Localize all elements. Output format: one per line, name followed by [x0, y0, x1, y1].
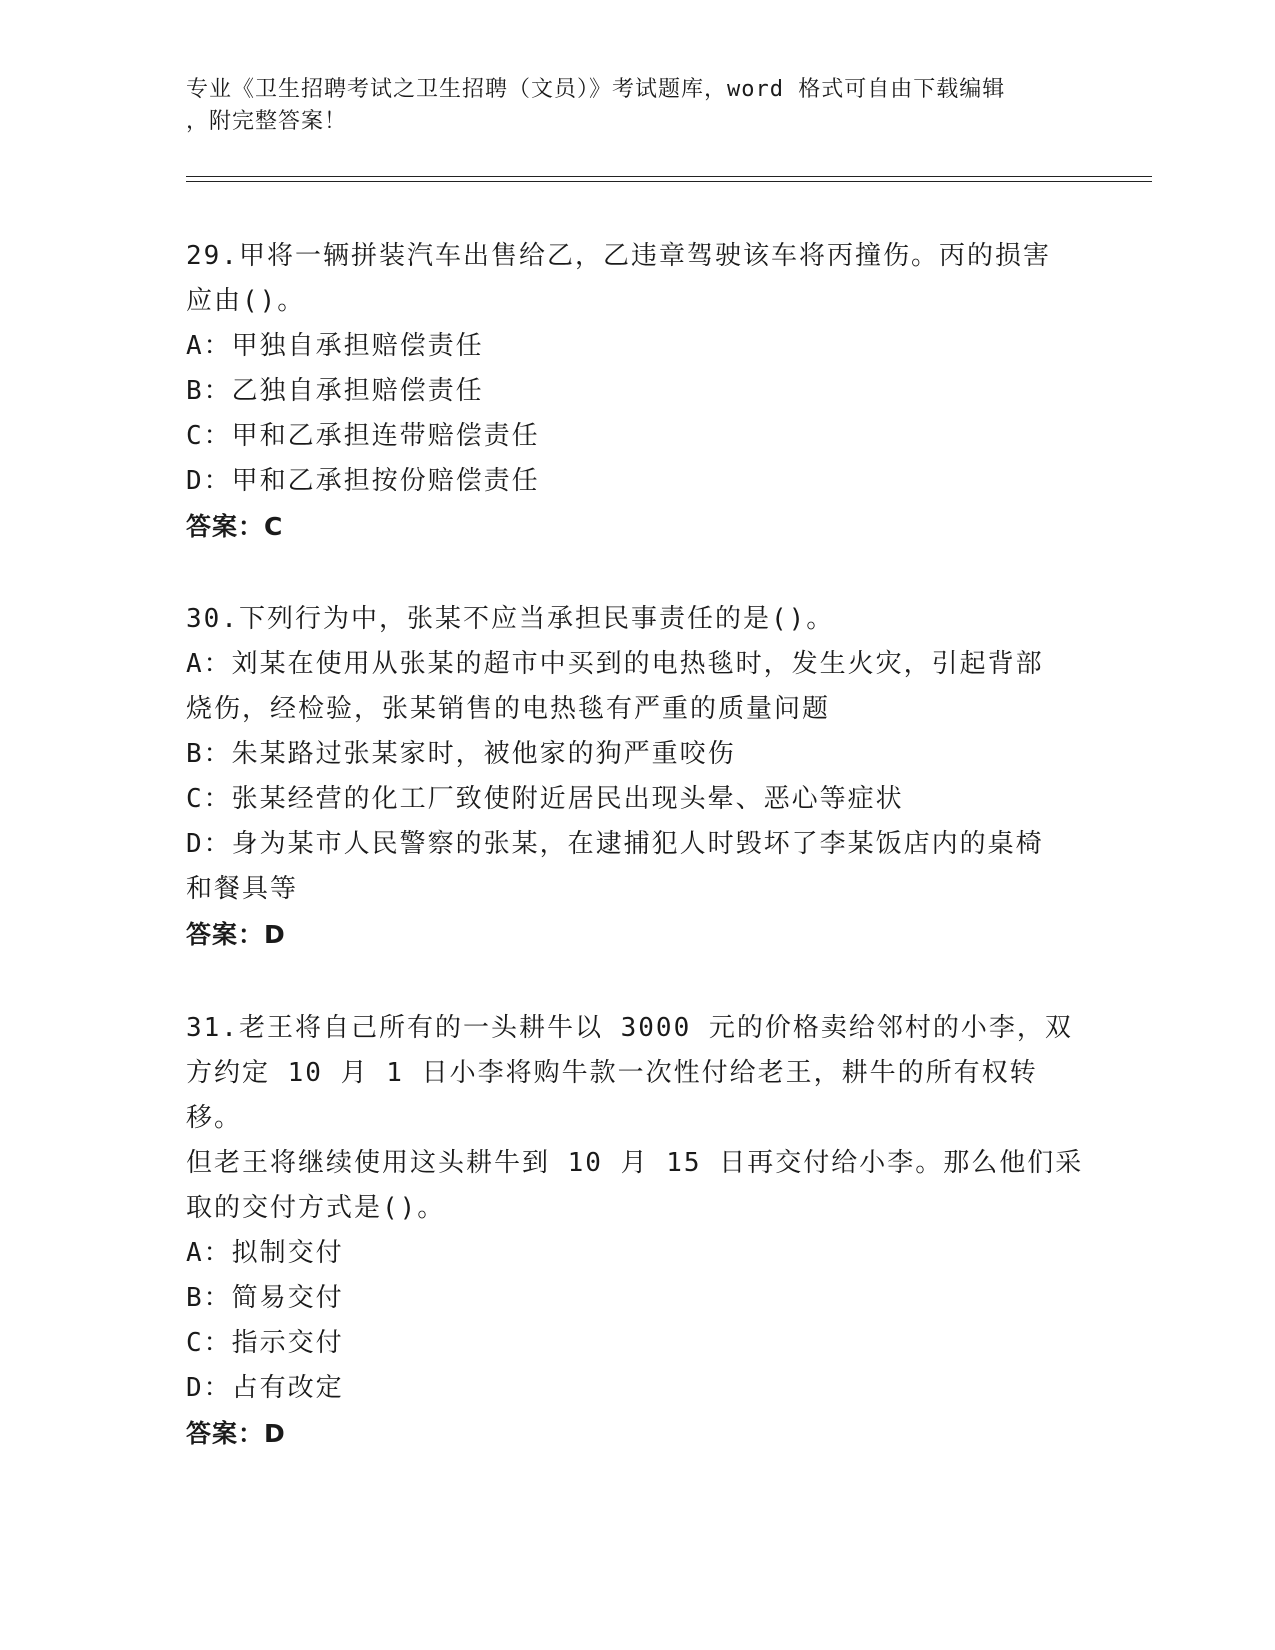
option-b: B：简易交付 — [186, 1283, 344, 1313]
question-stem-line: 30.下列行为中，张某不应当承担民事责任的是()。 — [186, 604, 835, 634]
document-header — [186, 74, 1066, 138]
option-c: C：张某经营的化工厂致使附近居民出现头晕、恶心等症状 — [186, 784, 904, 814]
answer-label: 答案：D — [186, 920, 286, 949]
option-b: B：乙独自承担赔偿责任 — [186, 376, 484, 406]
question-29 — [186, 234, 1086, 550]
option-d: D：身为某市人民警察的张某，在逮捕犯人时毁坏了李某饭店内的桌椅 — [186, 829, 1044, 859]
option-c: C：甲和乙承担连带赔偿责任 — [186, 421, 540, 451]
answer-label: 答案：C — [186, 512, 284, 541]
option-d-continuation: 和餐具等 — [186, 874, 299, 904]
question-stem-line: 31.老王将自己所有的一头耕牛以 3000 元的价格卖给邻村的小李，双 — [186, 1013, 1073, 1043]
question-stem-line: 应由()。 — [186, 286, 306, 316]
header-line-1: 专业《卫生招聘考试之卫生招聘（文员）》考试题库，word 格式可自由下载编辑 — [186, 77, 1006, 102]
header-divider-bottom — [186, 181, 1152, 182]
question-stem-line: 29.甲将一辆拼装汽车出售给乙，乙违章驾驶该车将丙撞伤。丙的损害 — [186, 241, 1051, 271]
question-31 — [186, 1006, 1086, 1457]
question-stem-line: 方约定 10 月 1 日小李将购牛款一次性付给老王，耕牛的所有权转移。 — [186, 1058, 1038, 1133]
option-c: C：指示交付 — [186, 1328, 344, 1358]
answer-label: 答案：D — [186, 1419, 286, 1448]
option-a: A：刘某在使用从张某的超市中买到的电热毯时，发生火灾，引起背部 — [186, 649, 1044, 679]
option-b: B：朱某路过张某家时，被他家的狗严重咬伤 — [186, 739, 736, 769]
question-stem-line: 但老王将继续使用这头耕牛到 10 月 15 日再交付给小李。那么他们采 — [186, 1148, 1084, 1178]
option-a: A：甲独自承担赔偿责任 — [186, 331, 484, 361]
header-divider-top — [186, 176, 1152, 177]
option-d: D：甲和乙承担按份赔偿责任 — [186, 466, 540, 496]
question-stem-line: 取的交付方式是()。 — [186, 1193, 446, 1223]
header-line-2: ，附完整答案！ — [186, 109, 348, 134]
option-d: D：占有改定 — [186, 1373, 344, 1403]
option-a: A：拟制交付 — [186, 1238, 344, 1268]
question-30 — [186, 597, 1086, 958]
option-a-continuation: 烧伤，经检验，张某销售的电热毯有严重的质量问题 — [186, 694, 831, 724]
